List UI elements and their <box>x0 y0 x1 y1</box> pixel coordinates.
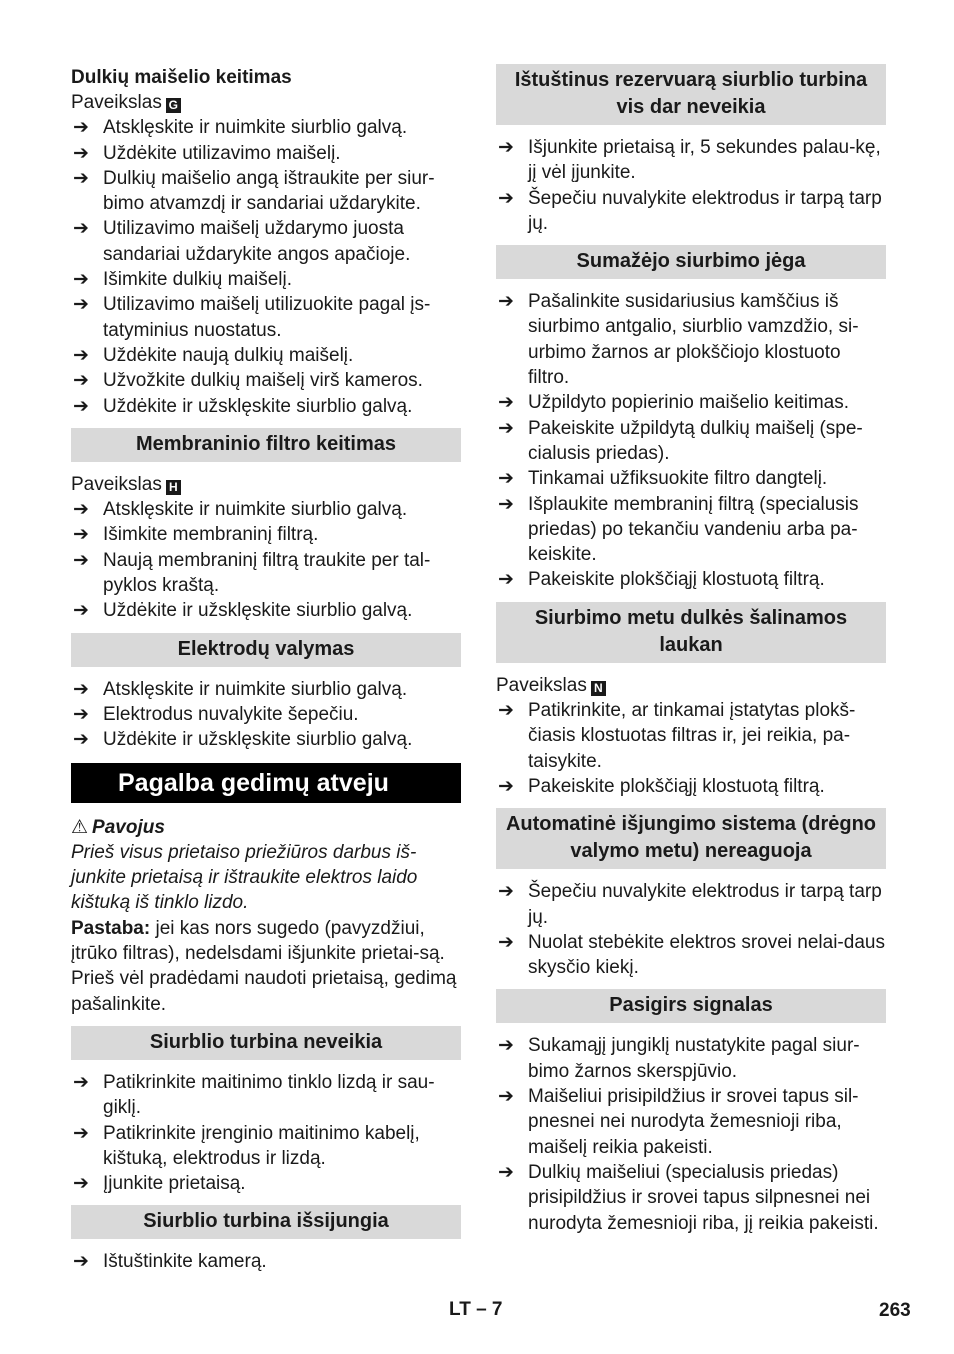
step-text: Utilizavimo maišelį utilizuokite pagal įs-tatyminius nuostatus. <box>103 294 431 341</box>
arrow-right-icon: ➔ <box>498 291 514 313</box>
arrow-right-icon: ➔ <box>73 269 89 291</box>
arrow-right-icon: ➔ <box>498 1035 514 1057</box>
bag-change-figure-ref: Paveikslas G <box>71 90 461 115</box>
turbine-off-heading: Siurblio turbina išsijungia <box>71 1205 461 1239</box>
step-item <box>71 1121 461 1172</box>
membrane-figure-ref: Paveikslas H <box>71 472 461 497</box>
arrow-right-icon: ➔ <box>73 117 89 139</box>
step-text: Pakeiskite užpildytą dulkių maišelį (spe-cialusis priedas). <box>528 417 863 464</box>
step-item <box>71 702 461 727</box>
step-item <box>496 492 886 568</box>
step-text: Atsklęskite ir nuimkite siurblio galvą. <box>103 678 408 700</box>
page-number: 263 <box>879 1300 911 1321</box>
arrow-right-icon: ➔ <box>73 1251 89 1273</box>
step-text: Uždėkite ir užsklęskite siurblio galvą. <box>103 600 413 622</box>
step-text: Nuolat stebėkite elektros srovei nelai-daus skysčio kiekį. <box>528 931 885 979</box>
step-text: Išimkite dulkių maišelį. <box>103 269 292 291</box>
arrow-right-icon: ➔ <box>498 1086 514 1108</box>
arrow-right-icon: ➔ <box>73 729 89 751</box>
arrow-right-icon: ➔ <box>498 569 514 591</box>
arrow-right-icon: ➔ <box>498 187 514 209</box>
signal-heading: Pasigirs signalas <box>496 989 886 1023</box>
step-text: Išplaukite membraninį filtrą (specialusis priedas) po tekančiu vandeniu arba pa-keiskite. <box>528 493 859 566</box>
step-text: Išjunkite prietaisą ir, 5 sekundes palau-kę, jį vėl įjunkite. <box>528 137 881 184</box>
step-item <box>71 1070 461 1121</box>
step-item <box>496 1084 886 1160</box>
step-item <box>71 343 461 368</box>
arrow-right-icon: ➔ <box>73 499 89 521</box>
arrow-right-icon: ➔ <box>73 524 89 546</box>
step-item <box>71 548 461 599</box>
auto-off-heading: Automatinė išjungimo sistema (drėgno valymo metu) nereaguoja <box>496 808 886 869</box>
arrow-right-icon: ➔ <box>498 137 514 158</box>
auto-off-steps <box>496 879 886 980</box>
note-paragraph <box>71 916 461 1017</box>
arrow-right-icon: ➔ <box>498 700 514 722</box>
suction-reduced-steps <box>496 289 886 593</box>
step-item <box>496 1033 886 1084</box>
turbine-not-working-steps <box>71 1070 461 1196</box>
step-item <box>71 598 461 623</box>
step-text: Įjunkite prietaisą. <box>103 1173 246 1195</box>
step-text: Užvožkite dulkių maišelį virš kameros. <box>103 370 423 392</box>
dust-out-heading: Siurbimo metu dulkės šalinamos laukan <box>496 602 886 663</box>
arrow-right-icon: ➔ <box>73 294 89 316</box>
arrow-right-icon: ➔ <box>498 493 514 515</box>
step-item <box>71 216 461 267</box>
arrow-right-icon: ➔ <box>73 1122 89 1144</box>
emptied-still-heading: Ištuštinus rezervuarą siurblio turbina vis dar neveikia <box>496 64 886 125</box>
step-text: Tinkamai užfiksuokite filtro dangtelį. <box>528 468 828 490</box>
electrodes-heading: Elektrodų valymas <box>71 633 461 667</box>
turbine-off-steps <box>71 1249 461 1274</box>
arrow-right-icon: ➔ <box>73 600 89 622</box>
turbine-not-working-heading: Siurblio turbina neveikia <box>71 1026 461 1060</box>
note-text: jei kas nors sugedo (pavyzdžiui, įtrūko filtras), nedelsdami išjunkite prietai-są. Prieš vėl pradėdami naudoti prietaisą, gedimą pašalinkite. <box>71 917 457 1015</box>
step-item <box>496 289 886 390</box>
step-text: Šepečiu nuvalykite elektrodus ir tarpą tarp jų. <box>528 881 882 928</box>
step-item <box>496 567 886 592</box>
membrane-heading: Membraninio filtro keitimas <box>71 428 461 462</box>
step-text: Ištuštinkite kamerą. <box>103 1251 267 1273</box>
arrow-right-icon: ➔ <box>73 167 89 189</box>
step-text: Patikrinkite, ar tinkamai įstatytas plokš-čiasis klostuotas filtras ir, jei reikia, pa-taisykite. <box>528 700 856 772</box>
step-text: Uždėkite utilizavimo maišelį. <box>103 142 341 164</box>
step-item <box>71 166 461 217</box>
arrow-right-icon: ➔ <box>498 775 514 797</box>
figure-letter-badge: N <box>591 681 606 696</box>
step-item <box>496 466 886 491</box>
warning-block <box>71 815 461 1017</box>
step-item <box>496 390 886 415</box>
arrow-right-icon: ➔ <box>498 931 514 953</box>
step-item <box>71 1171 461 1196</box>
step-text: Pakeiskite plokščiąjį klostuotą filtrą. <box>528 775 825 797</box>
bag-change-heading: Dulkių maišelio keitimas <box>71 67 292 88</box>
arrow-right-icon: ➔ <box>498 468 514 490</box>
step-text: Maišeliui prisipildžius ir srovei tapus sil-pnesnei nei nurodyta žemesnioji riba, maišelį reikia pakeisti. <box>528 1086 859 1158</box>
arrow-right-icon: ➔ <box>73 1173 89 1195</box>
arrow-right-icon: ➔ <box>73 549 89 571</box>
step-text: Dulkių maišelio angą ištraukite per siur-bimo atvamzdį ir sandariai uždarykite. <box>103 167 435 215</box>
step-item <box>71 677 461 702</box>
warning-label: Pavojus <box>92 816 165 838</box>
dust-out-figure-ref: Paveikslas N <box>496 673 886 698</box>
arrow-right-icon: ➔ <box>498 417 514 439</box>
signal-steps <box>496 1033 886 1235</box>
step-text: Uždėkite naują dulkių maišelį. <box>103 344 354 366</box>
step-text: Uždėkite ir užsklęskite siurblio galvą. <box>103 395 413 417</box>
left-column <box>71 64 461 1275</box>
emptied-still-steps <box>496 135 886 236</box>
arrow-right-icon: ➔ <box>73 344 89 366</box>
step-item <box>71 522 461 547</box>
warning-text: Prieš visus prietaiso priežiūros darbus iš-junkite prietaisą ir ištraukite elektros laido kištuką iš tinklo lizdo. <box>71 841 418 914</box>
step-text: Pakeiskite plokščiąjį klostuotą filtrą. <box>528 569 825 591</box>
step-item <box>496 930 886 981</box>
step-item <box>71 141 461 166</box>
arrow-right-icon: ➔ <box>73 703 89 725</box>
arrow-right-icon: ➔ <box>498 1161 514 1183</box>
step-item <box>71 368 461 393</box>
step-item <box>496 135 886 186</box>
membrane-steps <box>71 497 461 623</box>
step-item <box>71 115 461 140</box>
bag-change-steps <box>71 115 461 419</box>
step-item <box>71 727 461 752</box>
step-text: Atsklęskite ir nuimkite siurblio galvą. <box>103 499 408 521</box>
figure-letter-badge: H <box>166 480 181 495</box>
step-text: Uždėkite ir užsklęskite siurblio galvą. <box>103 729 413 751</box>
step-text: Utilizavimo maišelį uždarymo juosta sandariai uždarykite angos apačioje. <box>103 218 411 265</box>
note-label: Pastaba: <box>71 917 151 939</box>
arrow-right-icon: ➔ <box>73 1071 89 1093</box>
step-item <box>71 394 461 419</box>
step-text: Patikrinkite įrenginio maitinimo kabelį, kištuką, elektrodus ir lizdą. <box>103 1122 420 1169</box>
arrow-right-icon: ➔ <box>73 142 89 164</box>
chapter-title: Pagalba gedimų atveju <box>71 763 461 803</box>
step-item <box>71 1249 461 1274</box>
step-item <box>496 774 886 799</box>
footer-lang-page: LT – 7 <box>449 1299 503 1320</box>
step-item <box>71 267 461 292</box>
arrow-right-icon: ➔ <box>498 392 514 414</box>
electrodes-steps <box>71 677 461 753</box>
step-item <box>496 698 886 774</box>
step-text: Elektrodus nuvalykite šepečiu. <box>103 703 359 725</box>
step-item <box>496 416 886 467</box>
arrow-right-icon: ➔ <box>73 218 89 240</box>
step-item <box>496 879 886 930</box>
step-text: Atsklęskite ir nuimkite siurblio galvą. <box>103 117 408 139</box>
step-item <box>71 292 461 343</box>
step-text: Išimkite membraninį filtrą. <box>103 524 319 546</box>
arrow-right-icon: ➔ <box>498 881 514 903</box>
dust-out-steps <box>496 698 886 799</box>
warning-triangle-icon: ⚠ <box>71 816 89 838</box>
step-text: Sukamąjį jungiklį nustatykite pagal siur-bimo žarnos skerspjūvio. <box>528 1035 860 1082</box>
step-text: Dulkių maišeliui (specialusis priedas) prisipildžius ir srovei tapus silpnesnei nei nurodyta žemesnioji riba, jį reikia pakeisti. <box>528 1161 879 1234</box>
step-text: Naują membraninį filtrą traukite per tal-pyklos kraštą. <box>103 549 431 597</box>
step-text: Patikrinkite maitinimo tinklo lizdą ir sau-giklį. <box>103 1071 435 1119</box>
step-text: Pašalinkite susidariusius kamščius iš siurbimo antgalio, siurblio vamzdžio, si-urbimo žarnos ar plokščiojo klostuoto filtro. <box>528 291 859 389</box>
step-text: Užpildyto popierinio maišelio keitimas. <box>528 392 850 414</box>
step-item <box>496 186 886 237</box>
step-item <box>496 1160 886 1236</box>
step-item <box>71 497 461 522</box>
suction-reduced-heading: Sumažėjo siurbimo jėga <box>496 245 886 279</box>
figure-letter-badge: G <box>166 98 181 113</box>
arrow-right-icon: ➔ <box>73 678 89 700</box>
right-column <box>496 64 886 1236</box>
arrow-right-icon: ➔ <box>73 370 89 392</box>
arrow-right-icon: ➔ <box>73 395 89 417</box>
step-text: Šepečiu nuvalykite elektrodus ir tarpą tarp jų. <box>528 187 882 234</box>
